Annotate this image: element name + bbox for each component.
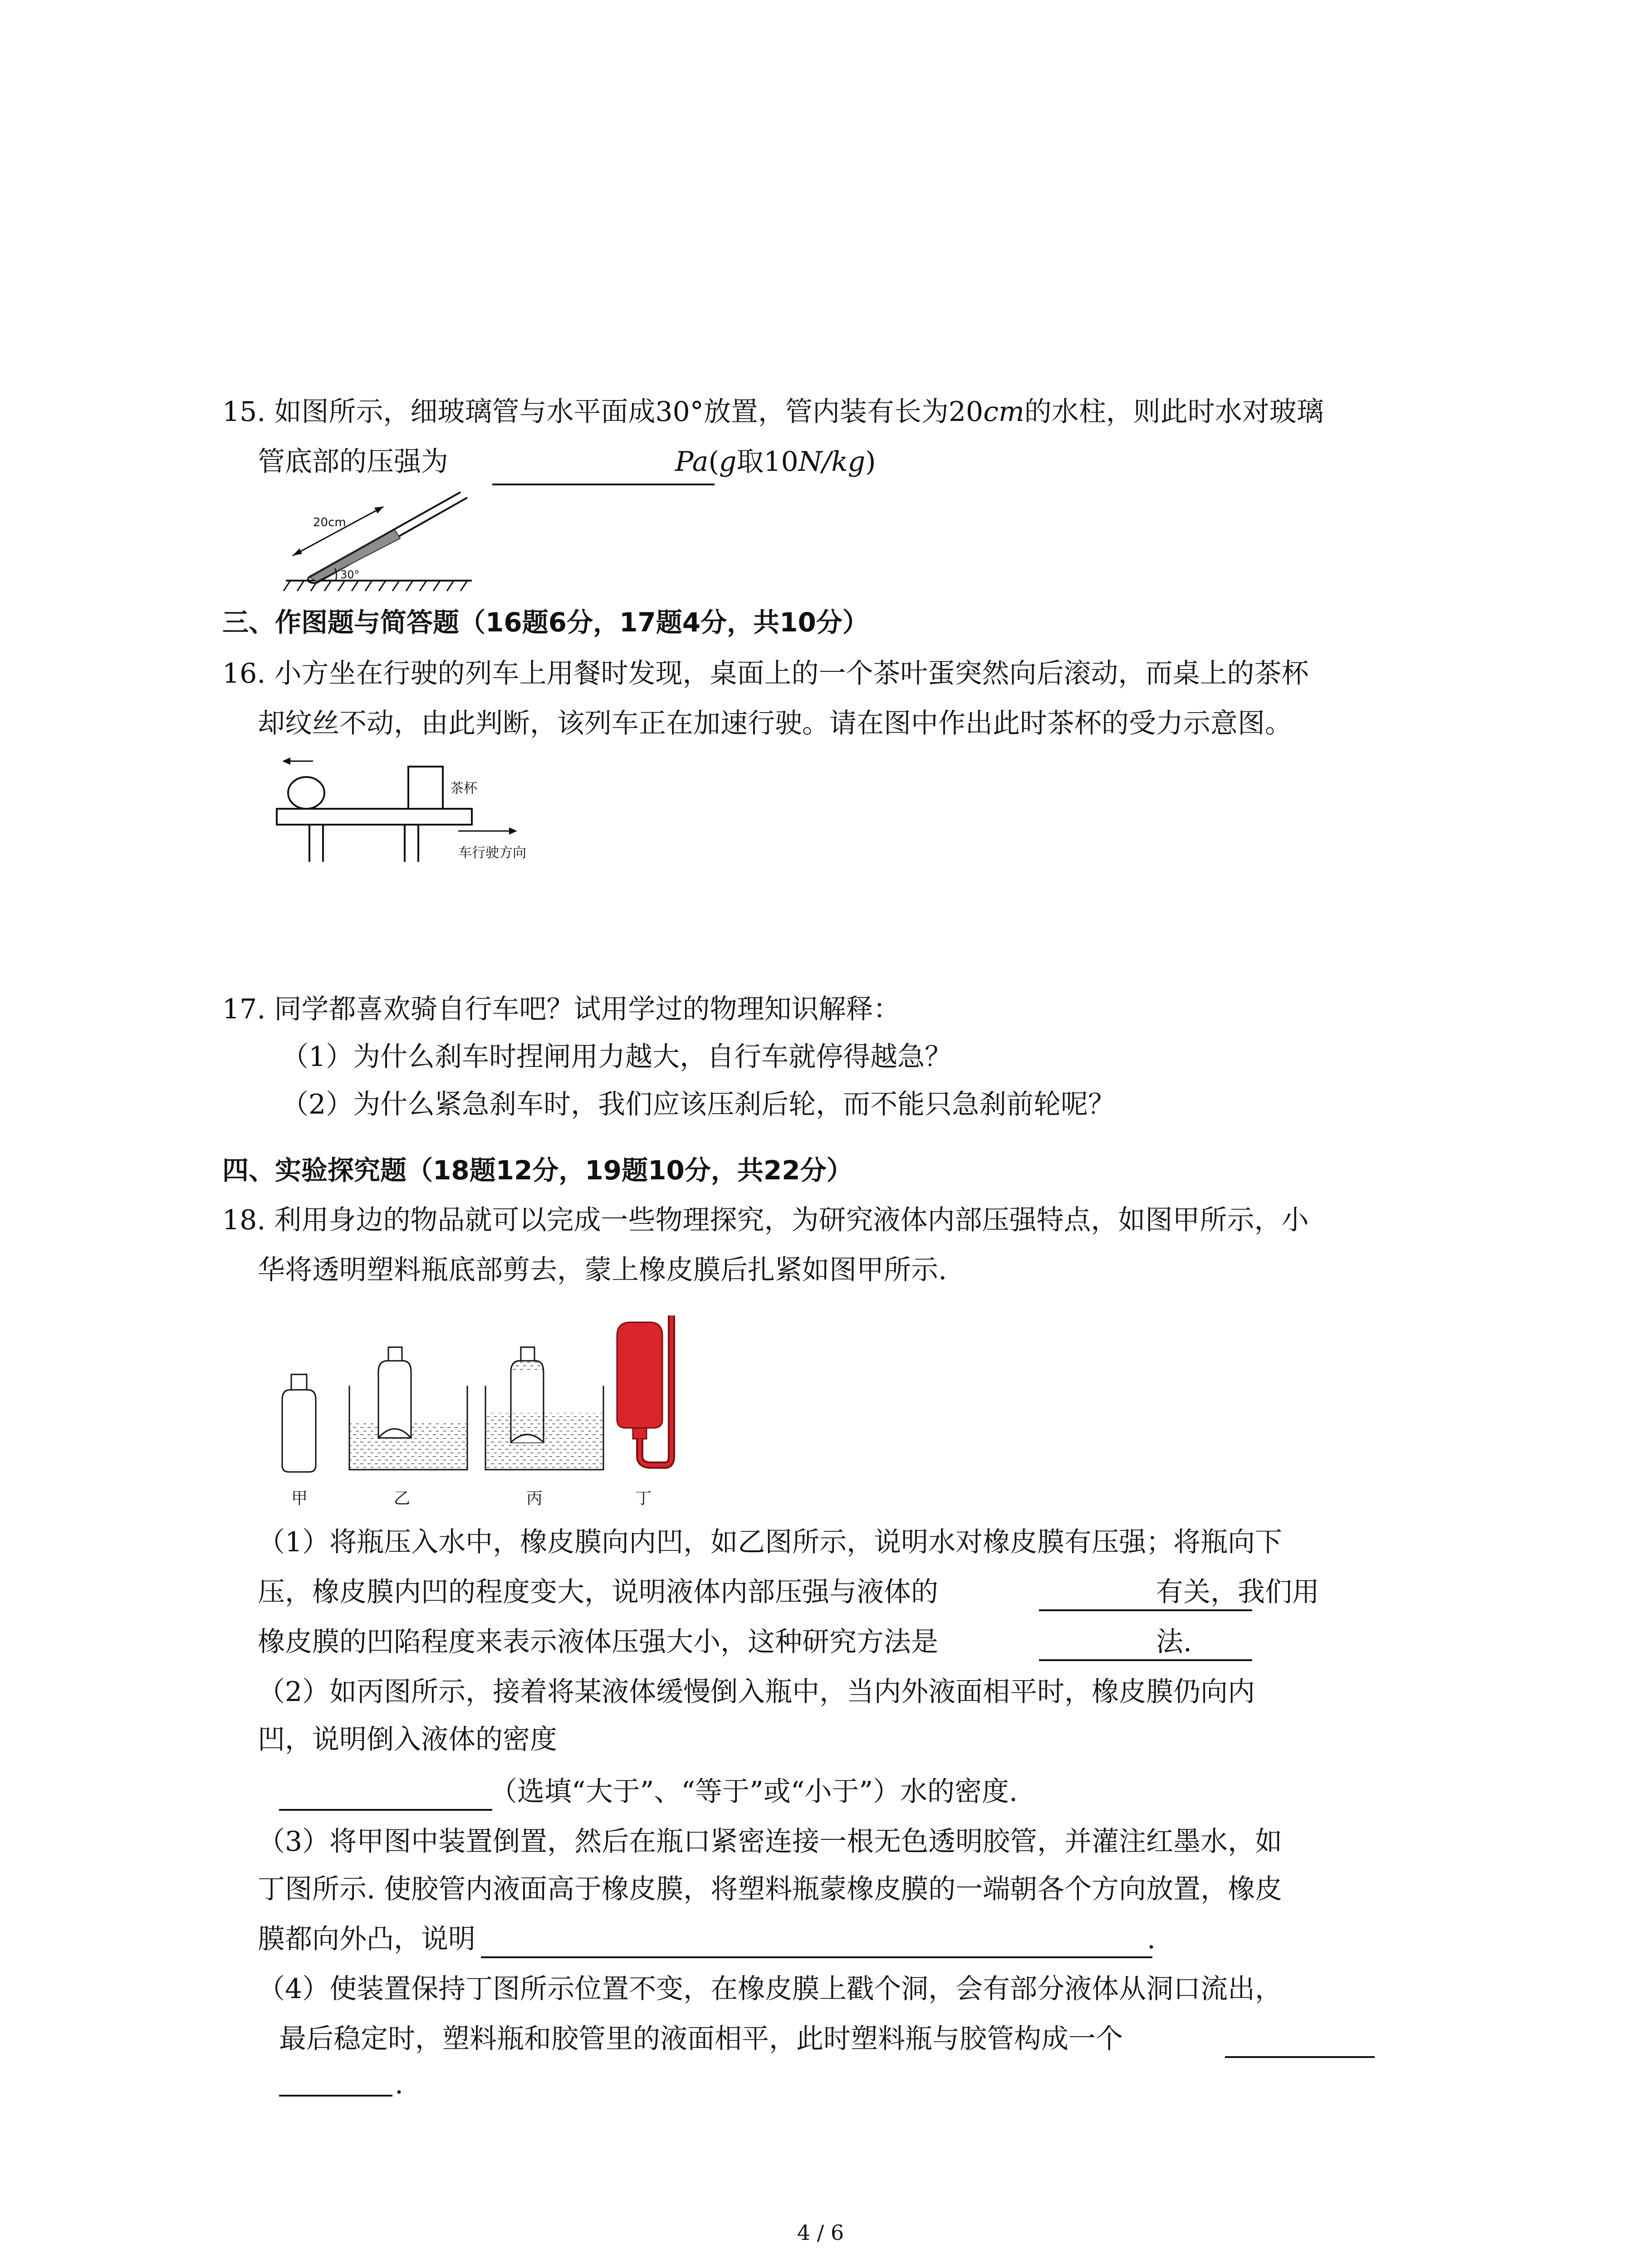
q15-answer-blank[interactable] [492,484,715,485]
label-jia: 甲 [291,1489,308,1508]
q18-p4-end: . [395,2068,404,2100]
q18-p2-line1: （2）如丙图所示，接着将某液体缓慢倒入瓶中，当内外液面相平时，橡皮膜仍向内 [258,1676,1255,1708]
bottle-jia [282,1374,316,1472]
q18-line2: 华将透明塑料瓶底部剪去，蒙上橡皮膜后扎紧如图甲所示. [258,1254,947,1286]
q18-blank-4[interactable] [481,1956,1152,1958]
beaker-yi [349,1347,467,1470]
bottle-ding [617,1315,671,1465]
section3-title: 三、作图题与简答题（16题6分，17题4分，共10分） [222,607,869,638]
q18-p3-line2: 丁图所示. 使胶管内液面高于橡皮膜，将塑料瓶蒙橡皮膜的一端朝各个方向放置，橡皮 [258,1873,1283,1905]
q18-p4-line2: 最后稳定时，塑料瓶和胶管里的液面相平，此时塑料瓶与胶管构成一个 [279,2023,1123,2055]
beaker-bing [485,1347,603,1470]
teacup-label: 茶杯 [450,781,477,797]
table-top [277,809,472,825]
q16-line1: 16. 小方坐在行驶的列车上用餐时发现，桌面上的一个茶叶蛋突然向后滚动，而桌上的茶杯 [222,658,1309,689]
q18-blank-2[interactable] [1039,1659,1252,1661]
q18-p2-line3: （选填“大于”、“等于”或“小于”）水的密度. [490,1776,1018,1808]
q15-tube-figure [281,488,476,596]
q17-line1: 17. 同学都喜欢骑自行车吧？试用学过的物理知识解释： [222,993,901,1025]
q18-p3-line1: （3）将甲图中装置倒置，然后在瓶口紧密连接一根无色透明胶管，并灌注红墨水，如 [258,1826,1283,1857]
q18-blank-3[interactable] [279,1809,492,1811]
q15-angle-label: 30° [340,568,360,581]
q15-line2: 管底部的压强为 Pa(g取10N/kg) [258,446,876,478]
q18-p1-line1: （1）将瓶压入水中，橡皮膜向内凹，如乙图所示，说明水对橡皮膜有压强；将瓶向下 [258,1526,1283,1558]
q18-p4-line1: （4）使装置保持丁图所示位置不变，在橡皮膜上戳个洞，会有部分液体从洞口流出， [258,1973,1283,2005]
egg-icon [288,777,324,809]
q18-blank-1[interactable] [1039,1609,1252,1611]
label-bing: 丙 [526,1489,543,1508]
q16-line2: 却纹丝不动，由此判断，该列车正在加速行驶。请在图中作出此时茶杯的受力示意图。 [258,708,1292,739]
q16-table-figure [272,748,599,866]
label-yi: 乙 [394,1489,411,1508]
section4-title: 四、实验探究题（18题12分，19题10分，共22分） [222,1155,853,1186]
q18-bottles-figure [272,1302,726,1515]
q15-length-label: 20cm [313,516,346,529]
q15-line1: 15. 如图所示，细玻璃管与水平面成30°放置，管内装有长为20cm的水柱，则此时水对玻璃 [222,396,1324,428]
q18-p1-line2: 压，橡皮膜内凹的程度变大，说明液体内部压强与液体的 有关，我们用 [258,1576,1319,1608]
label-ding: 丁 [635,1489,652,1508]
q17-sub1: （1）为什么刹车时捏闸用力越大，自行车就停得越急？ [281,1041,952,1073]
direction-label: 车行驶方向 [458,845,526,861]
q18-p1-line3: 橡皮膜的凹陷程度来表示液体压强大小，这种研究方法是 法. [258,1626,1192,1658]
q18-line1: 18. 利用身边的物品就可以完成一些物理探究，为研究液体内部压强特点，如图甲所示，小 [222,1204,1309,1236]
teacup-icon [408,767,443,810]
page-number: 4 / 6 [797,2220,844,2245]
q18-p2-line2: 凹，说明倒入液体的密度 [258,1724,557,1755]
q18-blank-5b[interactable] [279,2095,392,2097]
q18-p3-line3: 膜都向外凸，说明 . [258,1923,1156,1955]
q17-sub2: （2）为什么紧急刹车时，我们应该压刹后轮，而不能只急刹前轮呢？ [281,1089,1116,1120]
q18-blank-5a[interactable] [1225,2056,1375,2058]
